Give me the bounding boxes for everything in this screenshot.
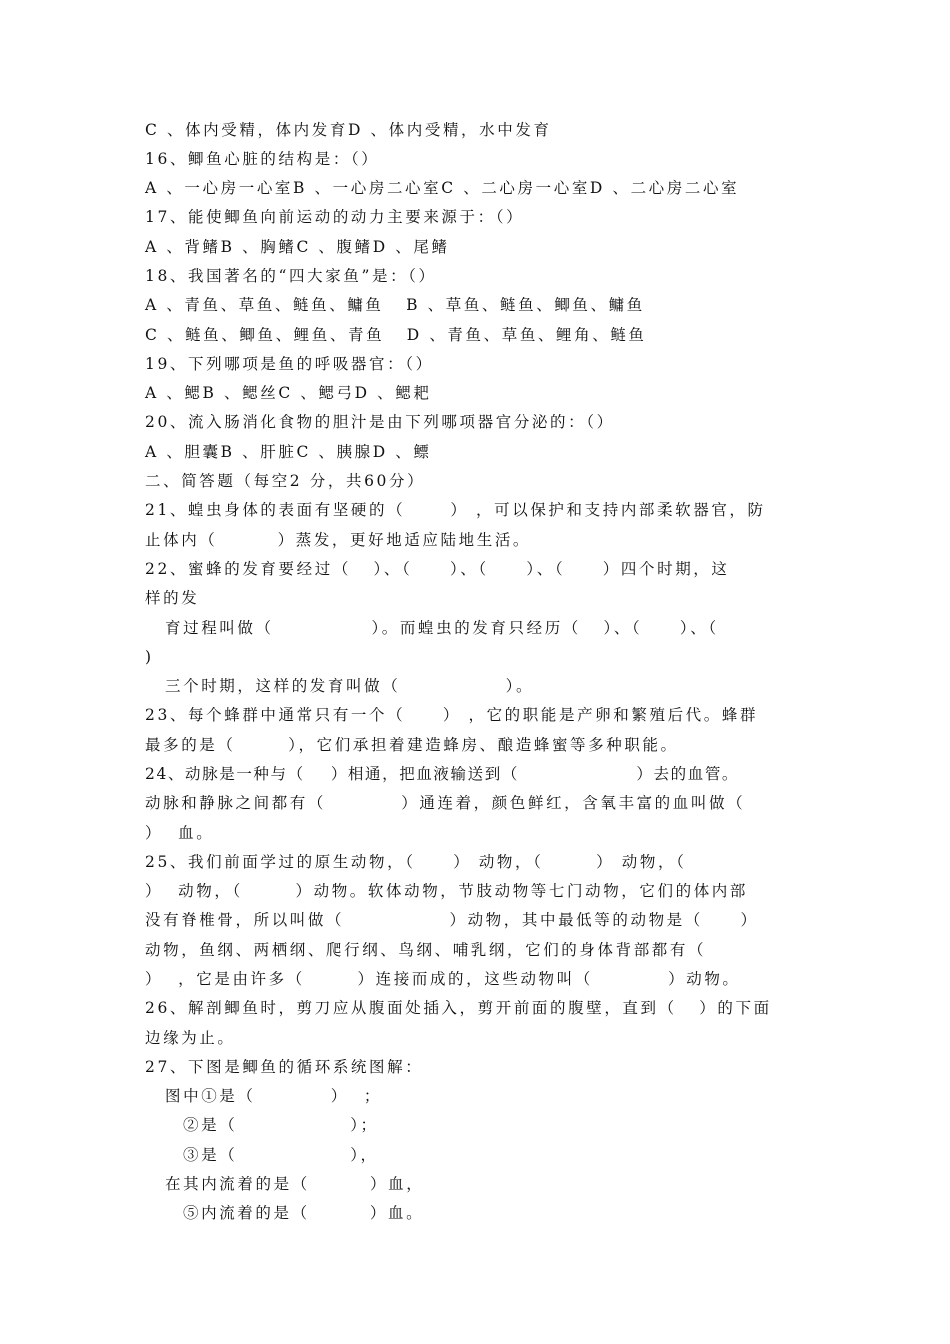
question-27-item5: ⑤内流着的是（ ）血。 [183,1204,425,1222]
question-22-line5: 三个时期，这样的发育叫做（ ）。 [165,677,535,695]
question-17: 17、能使鲫鱼向前运动的动力主要来源于：（） [145,208,525,226]
question-25-line4: 动物，鱼纲、两栖纲、爬行纲、鸟纲、哺乳纲，它们的身体背部都有（ [145,941,707,959]
question-27: 27、下图是鲫鱼的循环系统图解： [145,1058,424,1076]
options-19: A 、鳃B 、鳃丝C 、鳃弓D 、鳃耙 [145,384,432,402]
question-23-line2: 最多的是（ ），它们承担着建造蜂房、酿造蜂蜜等多种职能。 [145,736,679,754]
options-16: A 、一心房一心室B 、一心房二心室C 、二心房一心室D 、二心房二心室 [145,179,740,197]
question-22-line1: 22、蜜蜂的发育要经过（ ）、（ ）、（ ）、（ ）四个时期，这 [145,560,730,578]
question-24-line3: ） 血。 [145,824,215,842]
question-19: 19、下列哪项是鱼的呼吸器官：（） [145,355,434,373]
question-26-line1: 26、解剖鲫鱼时，剪刀应从腹面处插入，剪开前面的腹壁，直到（ ）的下面 [145,999,772,1017]
question-21-line2: 止体内（ ）蒸发，更好地适应陆地生活。 [145,531,532,549]
options-18-cd: C 、鲢鱼、鲫鱼、鲤鱼、青鱼 D 、青鱼、草鱼、鲤角、鲢鱼 [145,326,647,344]
question-24-line2: 动脉和静脉之间都有（ ）通连着，颜色鲜红，含氧丰富的血叫做（ [145,794,746,812]
question-25-line1: 25、我们前面学过的原生动物，（ ） 动物，（ ） 动物，（ [145,853,687,871]
question-25-line3: 没有脊椎骨，所以叫做（ ）动物，其中最低等的动物是（ ） [145,911,759,929]
question-27-item3: ③是（ ）， [183,1146,379,1164]
question-22-line4: ) [145,648,154,666]
question-18: 18、我国著名的“四大家鱼”是：（） [145,267,437,285]
options-17: A 、背鳍B 、胸鳍C 、腹鳍D 、尾鳍 [145,238,450,256]
options-18-ab: A 、青鱼、草鱼、鲢鱼、鳙鱼 B 、草鱼、鲢鱼、鲫鱼、鳙鱼 [145,296,645,314]
question-22-line2: 样的发 [145,589,200,607]
question-25-line2: ） 动物，（ ）动物。软体动物，节肢动物等七门动物，它们的体内部 [145,882,748,900]
question-16: 16、鲫鱼心脏的结构是：（） [145,150,380,168]
options-20: A 、胆囊B 、肝脏C 、胰腺D 、鳔 [145,443,432,461]
question-20: 20、流入肠消化食物的胆汁是由下列哪项器官分泌的：（） [145,413,615,431]
question-27-item2: ②是（ ）； [183,1116,379,1134]
question-27-item1: 图中①是（ ） ； [165,1087,383,1105]
question-27-item4: 在其内流着的是（ ）血， [165,1175,425,1193]
section-heading: 二、简答题（每空2 分，共60分） [145,472,426,490]
question-22-line3: 育过程叫做（ ）。而蝗虫的发育只经历（ ）、（ ）、（ [165,619,719,637]
option-line-15cd: C 、体内受精，体内发育D 、体内受精，水中发育 [145,121,552,139]
question-25-line5: ） ，它是由许多（ ）连接而成的，这些动物叫（ ）动物。 [145,970,741,988]
question-26-line2: 边缘为止。 [145,1029,236,1047]
question-21-line1: 21、蝗虫身体的表面有坚硬的（ ） ，可以保护和支持内部柔软器官，防 [145,501,766,519]
question-24-line1: 24、动脉是一种与（ ）相通，把血液输送到（ ）去的血管。 [145,765,740,783]
question-23-line1: 23、每个蜂群中通常只有一个（ ） ，它的职能是产卵和繁殖后代。蜂群 [145,706,759,724]
